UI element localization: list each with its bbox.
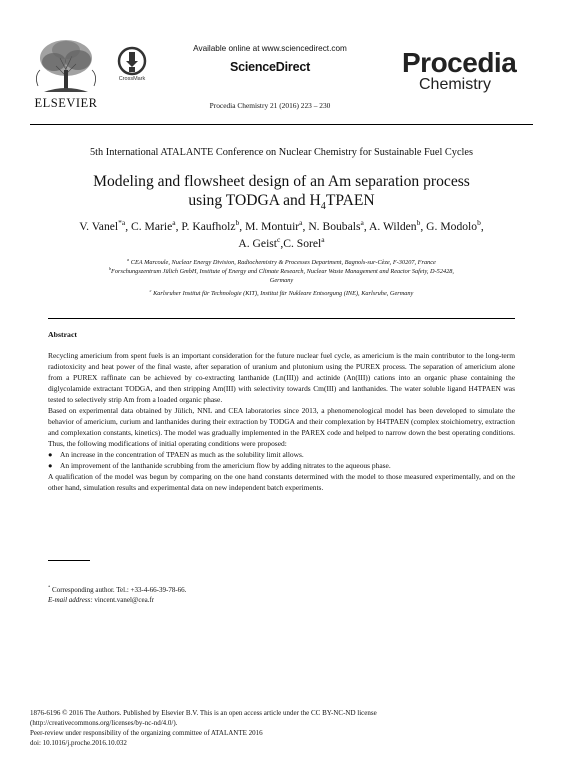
bullet-icon: ● — [48, 461, 53, 470]
author: , P. Kaufholz — [175, 220, 236, 233]
corresponding-author: * Corresponding author. Tel.: +33-4-66-39-78-66. — [48, 584, 187, 594]
crossmark-label: CrossMark — [118, 76, 146, 82]
publisher-name: ELSEVIER — [34, 96, 98, 110]
affiliation-c: $^c$ Karlsruher Institut für Technologie (KIT), Institut für Nukleare Entsorgung (INE), Karlsruhe, Germany — [149, 287, 414, 297]
procedia-logo-subtitle: Chemistry — [419, 76, 492, 93]
author: V. Vanel — [79, 220, 119, 233]
footnote-divider — [48, 560, 90, 561]
list-item: ● An increase in the concentration of TPAEN as much as the solubility limit allows. — [48, 450, 304, 459]
procedia-logo-title: Procedia — [402, 47, 517, 78]
header-divider — [30, 124, 533, 125]
author-line-1: V. Vanel$^{*a}$, C. Marie$^a$, P. Kaufholz$^b$, M. Montuir$^a$, N. Boubals$^a$, A. Wilden$^b$, G. Modolo$^b$, — [79, 218, 484, 233]
author: ,C. Sorel — [280, 237, 322, 250]
abstract-paragraph: Based on experimental data obtained by Jülich, NNL and CEA laboratories since 2013, a phenomenological model has been developed to simulate the behavior of americium, curium and lanthanides during their extraction by TODGA and their complexation by H4TPAEN (complex stoichiometry, extraction and complexation constants, kinetics). The model was gradually implemented in the PAREX code and helped to narrow down the best operating conditions. Thus, the following modifications of initial operating conditions were proposed: — [48, 406, 515, 448]
author: , M. Montuir — [239, 220, 300, 233]
abstract-heading: Abstract — [48, 330, 78, 339]
footnote — [48, 585, 448, 605]
abstract-paragraph: Recycling americium from spent fuels is an important consideration for the future nuclear fuel cycle, as americium is the main contributor to the long-term radiotoxicity and heat power of the final waste, after separation of uranium and plutonium using the PUREX process. The separation of americium alone from a PUREX raffinate can be achieved by co-extracting lanthanide (Ln(III)) and actinide (An(III)) cations into an organic phase containing the diglycolamide extractant TODGA, and then stripping Am(III) with selectivity towards Cm(III) and lanthanides. The water soluble ligand H4TPAEN was tested to selectively strip Am from a loaded organic phase. — [48, 351, 515, 404]
copyright-block: 1876-6196 © 2016 The Authors. Published by Elsevier B.V. This is an open access article under the CC BY-NC-ND license (http://creativecommons.org/licenses/by-nc-nd/4.0/). Peer-review under responsibility of the organizing committee of ATALANTE 2016 doi: 10.1016/j.proche.2016.10.032 — [30, 708, 533, 748]
journal-reference: Procedia Chemistry 21 (2016) 223 – 230 — [209, 101, 331, 110]
title-line-1: Modeling and flowsheet design of an Am separation process — [93, 173, 470, 190]
affiliation-b: $^b$Forschungszentrum Jülich GmbH, Institute of Energy and Climate Research, Nuclear Waste Management and Reactor Safety, D-52428, Germany — [109, 265, 454, 284]
email-link[interactable]: vincent.vanel@cea.fr — [92, 596, 155, 604]
email-line: E-mail address: vincent.vanel@cea.fr — [48, 596, 155, 604]
author: A. Geist — [238, 237, 278, 250]
abstract-paragraph: A qualification of the model was begun by comparing on the one hand constants determined with the model to those measured experimentally, and on the other hand, simulation results and experimental data on new independent batch experiments. — [48, 472, 515, 492]
license-link[interactable]: (http://creativecommons.org/licenses/by-nc-nd/4.0/). — [30, 719, 178, 727]
title-line-2: using TODGA and $H_4TPAEN$ — [188, 192, 375, 213]
doi: doi: 10.1016/j.proche.2016.10.032 — [30, 739, 127, 747]
abstract-top-divider — [48, 318, 515, 319]
paper-title — [40, 172, 523, 216]
author-line-2: A. Geist$^c$,C. Sorel$^a$ — [238, 235, 325, 250]
abstract-body — [48, 350, 515, 493]
author: , G. Modolo — [420, 220, 478, 233]
conference-name: 5th International ATALANTE Conference on Nuclear Chemistry for Sustainable Fuel Cycles — [90, 147, 473, 158]
list-item: ● An improvement of the lanthanide scrubbing from the americium flow by adding nitrates to the aqueous phase. — [48, 461, 391, 470]
author: , C. Marie — [125, 220, 173, 233]
author-list — [40, 218, 523, 252]
sciencedirect-logo: ScienceDirect — [229, 60, 311, 74]
affiliation-a: $^a$ CEA Marcoule, Nuclear Energy Division, Radiochemistry & Processes Department, Bagnols-sur-Cèze, F-30207, France — [127, 256, 436, 266]
author: , A. Wilden — [363, 220, 417, 233]
author: , N. Boubals — [302, 220, 361, 233]
available-online-link[interactable]: Available online at www.sciencedirect.com — [193, 44, 347, 53]
bullet-icon: ● — [48, 450, 53, 459]
